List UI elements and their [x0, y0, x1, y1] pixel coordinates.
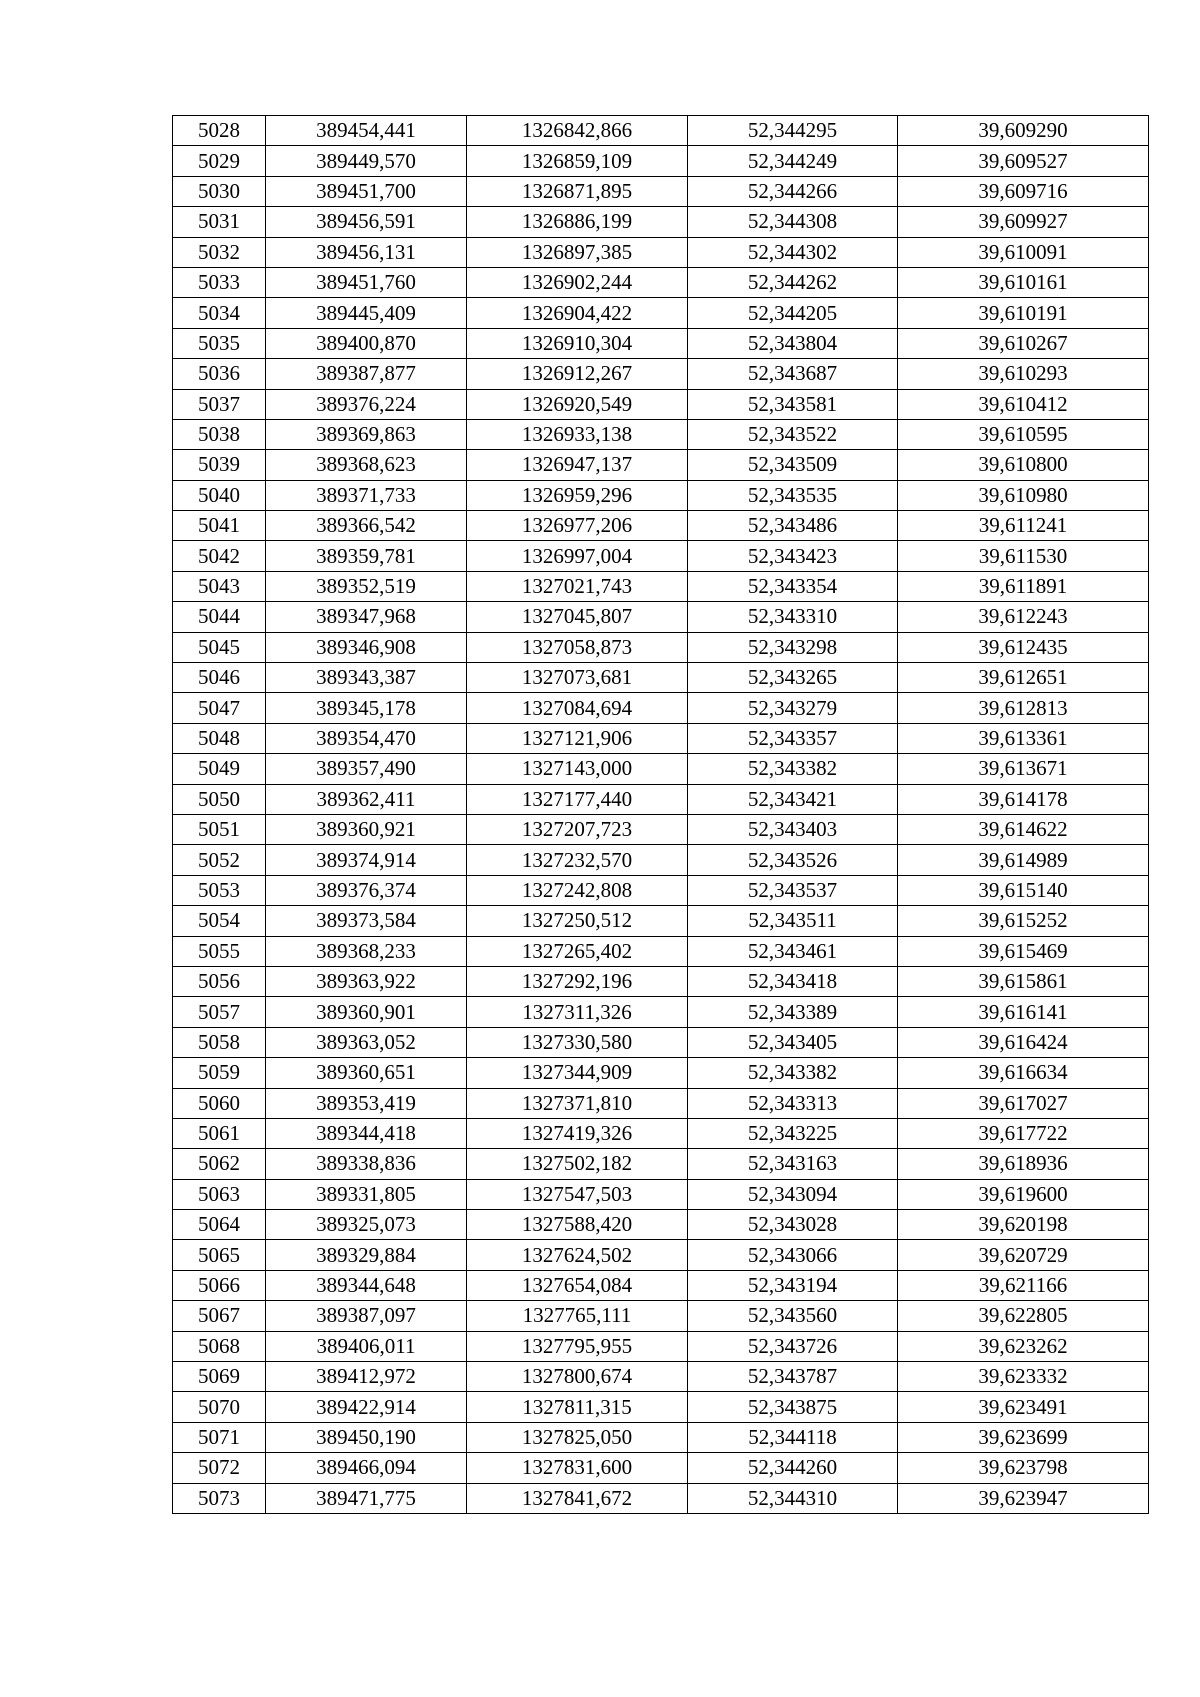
point-number-cell: 5052	[173, 845, 266, 875]
point-number-cell: 5037	[173, 389, 266, 419]
latitude-cell: 52,344118	[688, 1422, 898, 1452]
latitude-cell: 52,343382	[688, 1058, 898, 1088]
longitude-cell: 39,612243	[898, 602, 1149, 632]
latitude-cell: 52,343194	[688, 1270, 898, 1300]
point-number-cell: 5061	[173, 1118, 266, 1148]
table-row	[173, 936, 1149, 966]
x-coordinate-cell: 389362,411	[266, 784, 467, 814]
longitude-cell: 39,617027	[898, 1088, 1149, 1118]
latitude-cell: 52,343382	[688, 754, 898, 784]
table-row	[173, 267, 1149, 297]
latitude-cell: 52,343461	[688, 936, 898, 966]
longitude-cell: 39,614178	[898, 784, 1149, 814]
point-number-cell: 5063	[173, 1179, 266, 1209]
coordinates-table	[172, 115, 1149, 1514]
table-row	[173, 1027, 1149, 1057]
point-number-cell: 5034	[173, 298, 266, 328]
y-coordinate-cell: 1326997,004	[467, 541, 688, 571]
table-row	[173, 1331, 1149, 1361]
point-number-cell: 5044	[173, 602, 266, 632]
y-coordinate-cell: 1326920,549	[467, 389, 688, 419]
longitude-cell: 39,610091	[898, 237, 1149, 267]
table-row	[173, 875, 1149, 905]
longitude-cell: 39,613361	[898, 723, 1149, 753]
table-row	[173, 845, 1149, 875]
table-row	[173, 693, 1149, 723]
coordinates-table-body	[173, 116, 1149, 1514]
longitude-cell: 39,617722	[898, 1118, 1149, 1148]
longitude-cell: 39,614989	[898, 845, 1149, 875]
latitude-cell: 52,343804	[688, 328, 898, 358]
table-row	[173, 632, 1149, 662]
table-row	[173, 450, 1149, 480]
x-coordinate-cell: 389456,131	[266, 237, 467, 267]
y-coordinate-cell: 1326959,296	[467, 480, 688, 510]
latitude-cell: 52,343522	[688, 419, 898, 449]
table-row	[173, 146, 1149, 176]
latitude-cell: 52,343787	[688, 1362, 898, 1392]
latitude-cell: 52,343405	[688, 1027, 898, 1057]
table-row	[173, 1088, 1149, 1118]
table-row	[173, 1118, 1149, 1148]
latitude-cell: 52,343279	[688, 693, 898, 723]
latitude-cell: 52,343225	[688, 1118, 898, 1148]
table-row	[173, 602, 1149, 632]
y-coordinate-cell: 1327143,000	[467, 754, 688, 784]
longitude-cell: 39,623699	[898, 1422, 1149, 1452]
point-number-cell: 5041	[173, 511, 266, 541]
longitude-cell: 39,610800	[898, 450, 1149, 480]
latitude-cell: 52,343354	[688, 571, 898, 601]
y-coordinate-cell: 1327045,807	[467, 602, 688, 632]
x-coordinate-cell: 389344,648	[266, 1270, 467, 1300]
longitude-cell: 39,610412	[898, 389, 1149, 419]
table-row	[173, 966, 1149, 996]
latitude-cell: 52,344262	[688, 267, 898, 297]
x-coordinate-cell: 389454,441	[266, 116, 467, 146]
latitude-cell: 52,343357	[688, 723, 898, 753]
y-coordinate-cell: 1327419,326	[467, 1118, 688, 1148]
y-coordinate-cell: 1327765,111	[467, 1301, 688, 1331]
x-coordinate-cell: 389376,224	[266, 389, 467, 419]
point-number-cell: 5065	[173, 1240, 266, 1270]
point-number-cell: 5051	[173, 814, 266, 844]
y-coordinate-cell: 1326910,304	[467, 328, 688, 358]
table-row	[173, 176, 1149, 206]
point-number-cell: 5047	[173, 693, 266, 723]
table-row	[173, 389, 1149, 419]
longitude-cell: 39,613671	[898, 754, 1149, 784]
x-coordinate-cell: 389338,836	[266, 1149, 467, 1179]
y-coordinate-cell: 1327344,909	[467, 1058, 688, 1088]
latitude-cell: 52,343486	[688, 511, 898, 541]
longitude-cell: 39,610161	[898, 267, 1149, 297]
point-number-cell: 5060	[173, 1088, 266, 1118]
longitude-cell: 39,614622	[898, 814, 1149, 844]
y-coordinate-cell: 1326897,385	[467, 237, 688, 267]
y-coordinate-cell: 1326912,267	[467, 359, 688, 389]
table-row	[173, 754, 1149, 784]
table-row	[173, 1422, 1149, 1452]
point-number-cell: 5035	[173, 328, 266, 358]
x-coordinate-cell: 389363,052	[266, 1027, 467, 1057]
x-coordinate-cell: 389374,914	[266, 845, 467, 875]
latitude-cell: 52,343537	[688, 875, 898, 905]
y-coordinate-cell: 1326871,895	[467, 176, 688, 206]
point-number-cell: 5028	[173, 116, 266, 146]
point-number-cell: 5040	[173, 480, 266, 510]
longitude-cell: 39,610191	[898, 298, 1149, 328]
table-row	[173, 419, 1149, 449]
table-row	[173, 1240, 1149, 1270]
longitude-cell: 39,610595	[898, 419, 1149, 449]
longitude-cell: 39,623947	[898, 1483, 1149, 1513]
table-row	[173, 1483, 1149, 1513]
x-coordinate-cell: 389344,418	[266, 1118, 467, 1148]
latitude-cell: 52,343509	[688, 450, 898, 480]
y-coordinate-cell: 1327547,503	[467, 1179, 688, 1209]
latitude-cell: 52,343526	[688, 845, 898, 875]
point-number-cell: 5030	[173, 176, 266, 206]
latitude-cell: 52,344249	[688, 146, 898, 176]
longitude-cell: 39,615140	[898, 875, 1149, 905]
longitude-cell: 39,611241	[898, 511, 1149, 541]
longitude-cell: 39,623798	[898, 1453, 1149, 1483]
x-coordinate-cell: 389422,914	[266, 1392, 467, 1422]
table-row	[173, 1362, 1149, 1392]
y-coordinate-cell: 1327084,694	[467, 693, 688, 723]
longitude-cell: 39,623332	[898, 1362, 1149, 1392]
longitude-cell: 39,609290	[898, 116, 1149, 146]
x-coordinate-cell: 389406,011	[266, 1331, 467, 1361]
latitude-cell: 52,344205	[688, 298, 898, 328]
table-row	[173, 480, 1149, 510]
longitude-cell: 39,609527	[898, 146, 1149, 176]
x-coordinate-cell: 389445,409	[266, 298, 467, 328]
y-coordinate-cell: 1327800,674	[467, 1362, 688, 1392]
point-number-cell: 5032	[173, 237, 266, 267]
latitude-cell: 52,343535	[688, 480, 898, 510]
point-number-cell: 5045	[173, 632, 266, 662]
table-row	[173, 298, 1149, 328]
latitude-cell: 52,343265	[688, 663, 898, 693]
longitude-cell: 39,618936	[898, 1149, 1149, 1179]
table-row	[173, 997, 1149, 1027]
point-number-cell: 5048	[173, 723, 266, 753]
y-coordinate-cell: 1327250,512	[467, 906, 688, 936]
table-row	[173, 663, 1149, 693]
y-coordinate-cell: 1327121,906	[467, 723, 688, 753]
table-row	[173, 1210, 1149, 1240]
x-coordinate-cell: 389387,877	[266, 359, 467, 389]
longitude-cell: 39,610267	[898, 328, 1149, 358]
y-coordinate-cell: 1327654,084	[467, 1270, 688, 1300]
latitude-cell: 52,343313	[688, 1088, 898, 1118]
table-row	[173, 906, 1149, 936]
longitude-cell: 39,620198	[898, 1210, 1149, 1240]
table-row	[173, 207, 1149, 237]
x-coordinate-cell: 389366,542	[266, 511, 467, 541]
point-number-cell: 5068	[173, 1331, 266, 1361]
latitude-cell: 52,343310	[688, 602, 898, 632]
longitude-cell: 39,609716	[898, 176, 1149, 206]
table-row	[173, 328, 1149, 358]
longitude-cell: 39,619600	[898, 1179, 1149, 1209]
point-number-cell: 5073	[173, 1483, 266, 1513]
point-number-cell: 5033	[173, 267, 266, 297]
latitude-cell: 52,343094	[688, 1179, 898, 1209]
y-coordinate-cell: 1327058,873	[467, 632, 688, 662]
point-number-cell: 5046	[173, 663, 266, 693]
y-coordinate-cell: 1327330,580	[467, 1027, 688, 1057]
y-coordinate-cell: 1327825,050	[467, 1422, 688, 1452]
table-row	[173, 723, 1149, 753]
table-row	[173, 541, 1149, 571]
x-coordinate-cell: 389466,094	[266, 1453, 467, 1483]
y-coordinate-cell: 1327207,723	[467, 814, 688, 844]
latitude-cell: 52,344308	[688, 207, 898, 237]
longitude-cell: 39,621166	[898, 1270, 1149, 1300]
x-coordinate-cell: 389387,097	[266, 1301, 467, 1331]
y-coordinate-cell: 1326933,138	[467, 419, 688, 449]
y-coordinate-cell: 1327232,570	[467, 845, 688, 875]
y-coordinate-cell: 1327073,681	[467, 663, 688, 693]
table-row	[173, 1453, 1149, 1483]
y-coordinate-cell: 1327292,196	[467, 966, 688, 996]
table-row	[173, 1301, 1149, 1331]
point-number-cell: 5055	[173, 936, 266, 966]
point-number-cell: 5042	[173, 541, 266, 571]
point-number-cell: 5039	[173, 450, 266, 480]
x-coordinate-cell: 389346,908	[266, 632, 467, 662]
point-number-cell: 5059	[173, 1058, 266, 1088]
table-row	[173, 1392, 1149, 1422]
point-number-cell: 5066	[173, 1270, 266, 1300]
table-row	[173, 237, 1149, 267]
y-coordinate-cell: 1327311,326	[467, 997, 688, 1027]
point-number-cell: 5072	[173, 1453, 266, 1483]
point-number-cell: 5050	[173, 784, 266, 814]
x-coordinate-cell: 389449,570	[266, 146, 467, 176]
point-number-cell: 5043	[173, 571, 266, 601]
latitude-cell: 52,343423	[688, 541, 898, 571]
latitude-cell: 52,343418	[688, 966, 898, 996]
latitude-cell: 52,343560	[688, 1301, 898, 1331]
latitude-cell: 52,343421	[688, 784, 898, 814]
x-coordinate-cell: 389347,968	[266, 602, 467, 632]
latitude-cell: 52,343726	[688, 1331, 898, 1361]
x-coordinate-cell: 389360,921	[266, 814, 467, 844]
point-number-cell: 5038	[173, 419, 266, 449]
latitude-cell: 52,343687	[688, 359, 898, 389]
longitude-cell: 39,612651	[898, 663, 1149, 693]
x-coordinate-cell: 389400,870	[266, 328, 467, 358]
latitude-cell: 52,343511	[688, 906, 898, 936]
latitude-cell: 52,343028	[688, 1210, 898, 1240]
y-coordinate-cell: 1327021,743	[467, 571, 688, 601]
point-number-cell: 5049	[173, 754, 266, 784]
point-number-cell: 5031	[173, 207, 266, 237]
x-coordinate-cell: 389412,972	[266, 1362, 467, 1392]
y-coordinate-cell: 1327371,810	[467, 1088, 688, 1118]
x-coordinate-cell: 389369,863	[266, 419, 467, 449]
table-row	[173, 784, 1149, 814]
x-coordinate-cell: 389360,901	[266, 997, 467, 1027]
x-coordinate-cell: 389357,490	[266, 754, 467, 784]
x-coordinate-cell: 389451,760	[266, 267, 467, 297]
table-row	[173, 814, 1149, 844]
x-coordinate-cell: 389456,591	[266, 207, 467, 237]
latitude-cell: 52,344302	[688, 237, 898, 267]
table-row	[173, 1270, 1149, 1300]
longitude-cell: 39,612435	[898, 632, 1149, 662]
point-number-cell: 5070	[173, 1392, 266, 1422]
y-coordinate-cell: 1327242,808	[467, 875, 688, 905]
point-number-cell: 5029	[173, 146, 266, 176]
latitude-cell: 52,344295	[688, 116, 898, 146]
x-coordinate-cell: 389373,584	[266, 906, 467, 936]
longitude-cell: 39,623491	[898, 1392, 1149, 1422]
y-coordinate-cell: 1326859,109	[467, 146, 688, 176]
table-row	[173, 511, 1149, 541]
latitude-cell: 52,344266	[688, 176, 898, 206]
longitude-cell: 39,616424	[898, 1027, 1149, 1057]
latitude-cell: 52,343066	[688, 1240, 898, 1270]
longitude-cell: 39,609927	[898, 207, 1149, 237]
longitude-cell: 39,610293	[898, 359, 1149, 389]
point-number-cell: 5071	[173, 1422, 266, 1452]
y-coordinate-cell: 1327831,600	[467, 1453, 688, 1483]
latitude-cell: 52,343163	[688, 1149, 898, 1179]
table-row	[173, 1149, 1149, 1179]
x-coordinate-cell: 389354,470	[266, 723, 467, 753]
latitude-cell: 52,343298	[688, 632, 898, 662]
longitude-cell: 39,615861	[898, 966, 1149, 996]
longitude-cell: 39,611530	[898, 541, 1149, 571]
longitude-cell: 39,610980	[898, 480, 1149, 510]
y-coordinate-cell: 1327265,402	[467, 936, 688, 966]
x-coordinate-cell: 389331,805	[266, 1179, 467, 1209]
longitude-cell: 39,615252	[898, 906, 1149, 936]
y-coordinate-cell: 1326947,137	[467, 450, 688, 480]
x-coordinate-cell: 389325,073	[266, 1210, 467, 1240]
point-number-cell: 5056	[173, 966, 266, 996]
x-coordinate-cell: 389360,651	[266, 1058, 467, 1088]
point-number-cell: 5064	[173, 1210, 266, 1240]
x-coordinate-cell: 389451,700	[266, 176, 467, 206]
x-coordinate-cell: 389368,233	[266, 936, 467, 966]
longitude-cell: 39,616634	[898, 1058, 1149, 1088]
longitude-cell: 39,616141	[898, 997, 1149, 1027]
y-coordinate-cell: 1326904,422	[467, 298, 688, 328]
longitude-cell: 39,623262	[898, 1331, 1149, 1361]
y-coordinate-cell: 1327502,182	[467, 1149, 688, 1179]
y-coordinate-cell: 1327588,420	[467, 1210, 688, 1240]
y-coordinate-cell: 1327795,955	[467, 1331, 688, 1361]
y-coordinate-cell: 1327841,672	[467, 1483, 688, 1513]
table-row	[173, 359, 1149, 389]
x-coordinate-cell: 389371,733	[266, 480, 467, 510]
longitude-cell: 39,612813	[898, 693, 1149, 723]
x-coordinate-cell: 389359,781	[266, 541, 467, 571]
longitude-cell: 39,615469	[898, 936, 1149, 966]
point-number-cell: 5067	[173, 1301, 266, 1331]
point-number-cell: 5036	[173, 359, 266, 389]
point-number-cell: 5058	[173, 1027, 266, 1057]
point-number-cell: 5054	[173, 906, 266, 936]
latitude-cell: 52,343581	[688, 389, 898, 419]
point-number-cell: 5062	[173, 1149, 266, 1179]
x-coordinate-cell: 389363,922	[266, 966, 467, 996]
latitude-cell: 52,343403	[688, 814, 898, 844]
y-coordinate-cell: 1326886,199	[467, 207, 688, 237]
table-row	[173, 1179, 1149, 1209]
point-number-cell: 5069	[173, 1362, 266, 1392]
point-number-cell: 5057	[173, 997, 266, 1027]
y-coordinate-cell: 1327177,440	[467, 784, 688, 814]
x-coordinate-cell: 389345,178	[266, 693, 467, 723]
x-coordinate-cell: 389368,623	[266, 450, 467, 480]
latitude-cell: 52,344310	[688, 1483, 898, 1513]
y-coordinate-cell: 1326842,866	[467, 116, 688, 146]
x-coordinate-cell: 389352,519	[266, 571, 467, 601]
longitude-cell: 39,611891	[898, 571, 1149, 601]
y-coordinate-cell: 1327811,315	[467, 1392, 688, 1422]
x-coordinate-cell: 389376,374	[266, 875, 467, 905]
table-row	[173, 1058, 1149, 1088]
point-number-cell: 5053	[173, 875, 266, 905]
y-coordinate-cell: 1326977,206	[467, 511, 688, 541]
latitude-cell: 52,343875	[688, 1392, 898, 1422]
latitude-cell: 52,344260	[688, 1453, 898, 1483]
x-coordinate-cell: 389353,419	[266, 1088, 467, 1118]
table-row	[173, 116, 1149, 146]
x-coordinate-cell: 389343,387	[266, 663, 467, 693]
longitude-cell: 39,622805	[898, 1301, 1149, 1331]
longitude-cell: 39,620729	[898, 1240, 1149, 1270]
x-coordinate-cell: 389471,775	[266, 1483, 467, 1513]
latitude-cell: 52,343389	[688, 997, 898, 1027]
x-coordinate-cell: 389329,884	[266, 1240, 467, 1270]
x-coordinate-cell: 389450,190	[266, 1422, 467, 1452]
table-row	[173, 571, 1149, 601]
y-coordinate-cell: 1326902,244	[467, 267, 688, 297]
y-coordinate-cell: 1327624,502	[467, 1240, 688, 1270]
